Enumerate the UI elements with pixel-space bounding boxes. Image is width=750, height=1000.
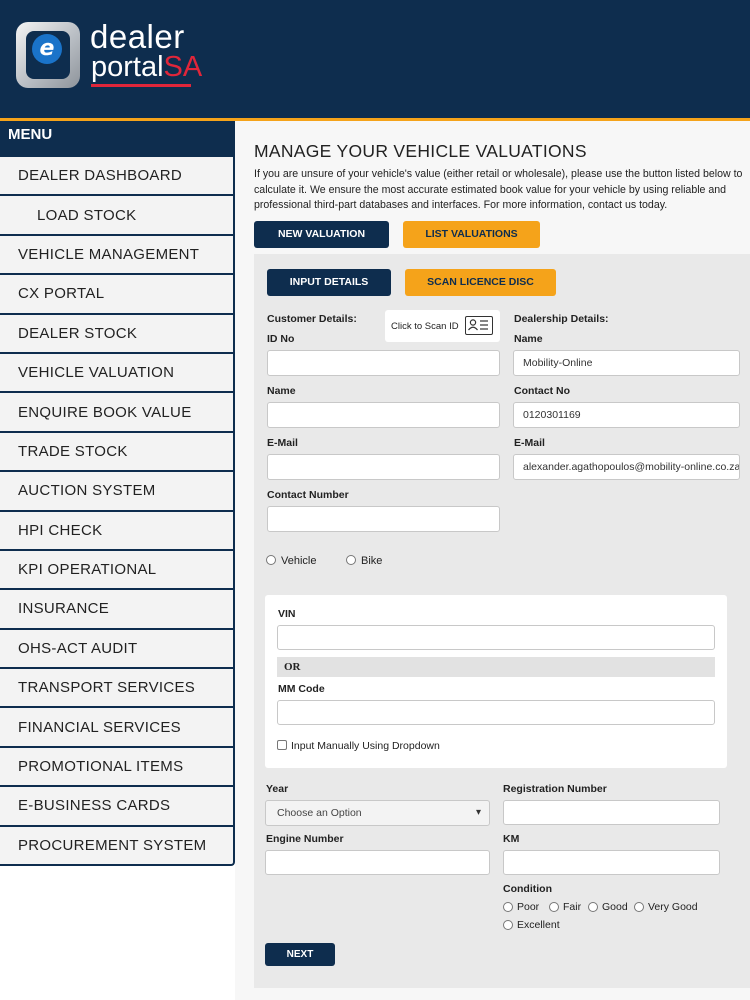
sidebar-item-load-stock[interactable]: LOAD STOCK (0, 196, 235, 235)
vehicle-radio[interactable] (266, 555, 276, 565)
intro-line-2: calculate it. We ensure the most accurate estimated book value for your vehicle by using reliable and (254, 183, 727, 196)
sidebar-item-auction-system[interactable]: AUCTION SYSTEM (0, 472, 235, 511)
condition-good-label: Good (602, 901, 628, 913)
logo-text-dealer: dealer (90, 18, 185, 55)
year-label: Year (266, 783, 289, 795)
sidebar-item-enquire-book-value[interactable]: ENQUIRE BOOK VALUE (0, 393, 235, 432)
intro-text (254, 167, 750, 214)
input-details-tab[interactable]: INPUT DETAILS (267, 269, 391, 296)
sidebar-item-promotional-items[interactable]: PROMOTIONAL ITEMS (0, 748, 235, 787)
vehicle-radio-label: Vehicle (281, 555, 317, 567)
or-label: OR (284, 661, 301, 673)
dealership-name-label: Name (514, 333, 543, 345)
logo-underline (91, 84, 191, 87)
intro-line-1: If you are unsure of your vehicle's value (either retail or wholesale), please use the button listed below to (254, 168, 743, 180)
registration-label: Registration Number (503, 783, 607, 795)
condition-fair-label: Fair (563, 901, 582, 913)
condition-excellent-radio[interactable] (503, 920, 513, 930)
logo-text-portal-main: portal (91, 51, 164, 83)
id-card-icon (465, 316, 493, 335)
condition-poor-radio[interactable] (503, 902, 513, 912)
year-select[interactable] (265, 800, 490, 826)
header (0, 0, 750, 118)
sidebar-item-insurance[interactable]: INSURANCE (0, 590, 235, 629)
sidebar-item-vehicle-management[interactable]: VEHICLE MANAGEMENT (0, 236, 235, 275)
sidebar-item-e-business-cards[interactable]: E-BUSINESS CARDS (0, 787, 235, 826)
bike-radio[interactable] (346, 555, 356, 565)
customer-contact-input[interactable] (267, 506, 500, 532)
sidebar-item-kpi-operational[interactable]: KPI OPERATIONAL (0, 551, 235, 590)
vin-input[interactable] (277, 625, 715, 650)
sidebar-item-dealer-dashboard[interactable]: DEALER DASHBOARD (0, 157, 235, 196)
condition-fair-radio[interactable] (549, 902, 559, 912)
dealership-name-input[interactable] (513, 350, 740, 376)
vin-label: VIN (278, 608, 296, 620)
condition-good-radio[interactable] (588, 902, 598, 912)
customer-name-label: Name (267, 385, 296, 397)
dealership-contact-input[interactable] (513, 402, 740, 428)
sidebar-item-hpi-check[interactable]: HPI CHECK (0, 512, 235, 551)
condition-very-good-label: Very Good (648, 901, 698, 913)
engine-number-input[interactable] (265, 850, 490, 875)
scan-id-label: Click to Scan ID (391, 320, 459, 332)
or-divider (277, 657, 715, 677)
sidebar-item-transport-services[interactable]: TRANSPORT SERVICES (0, 669, 235, 708)
condition-label: Condition (503, 883, 552, 895)
logo-icon[interactable] (16, 22, 80, 88)
condition-poor-label: Poor (517, 901, 540, 913)
condition-excellent-label: Excellent (517, 919, 560, 931)
new-valuation-button[interactable]: NEW VALUATION (254, 221, 389, 248)
scan-id-button[interactable] (385, 310, 500, 342)
customer-details-heading: Customer Details: (267, 313, 357, 325)
engine-number-label: Engine Number (266, 833, 344, 845)
manual-dropdown-checkbox[interactable] (277, 740, 287, 750)
id-no-input[interactable] (267, 350, 500, 376)
sidebar-item-dealer-stock[interactable]: DEALER STOCK (0, 315, 235, 354)
customer-name-input[interactable] (267, 402, 500, 428)
customer-email-label: E-Mail (267, 437, 298, 449)
manual-dropdown-label: Input Manually Using Dropdown (291, 740, 440, 752)
dealership-details-heading: Dealership Details: (514, 313, 609, 325)
logo-text-portal (91, 52, 202, 82)
customer-contact-label: Contact Number (267, 489, 349, 501)
sidebar-item-cx-portal[interactable]: CX PORTAL (0, 275, 235, 314)
sidebar-item-trade-stock[interactable]: TRADE STOCK (0, 433, 235, 472)
mm-code-label: MM Code (278, 683, 325, 695)
km-label: KM (503, 833, 520, 845)
sidebar-item-procurement-system[interactable]: PROCUREMENT SYSTEM (0, 827, 235, 866)
sidebar-item-financial-services[interactable]: FINANCIAL SERVICES (0, 708, 235, 747)
id-no-label: ID No (267, 333, 295, 345)
sidebar-item-ohs-act-audit[interactable]: OHS-ACT AUDIT (0, 630, 235, 669)
next-button[interactable]: NEXT (265, 943, 335, 966)
logo-letter: e (32, 34, 62, 64)
scan-licence-disc-tab[interactable]: SCAN LICENCE DISC (405, 269, 556, 296)
chevron-down-icon: ▾ (475, 807, 481, 818)
dealership-email-input[interactable] (513, 454, 740, 480)
dealership-contact-label: Contact No (514, 385, 570, 397)
menu-title: MENU (0, 121, 235, 157)
intro-line-3: professional third-part databases and interfaces. For more information, contact us today. (254, 199, 668, 212)
registration-input[interactable] (503, 800, 720, 825)
condition-very-good-radio[interactable] (634, 902, 644, 912)
mm-code-input[interactable] (277, 700, 715, 725)
km-input[interactable] (503, 850, 720, 875)
dealership-email-label: E-Mail (514, 437, 545, 449)
customer-email-input[interactable] (267, 454, 500, 480)
logo-text-sa: SA (163, 51, 203, 83)
bike-radio-label: Bike (361, 555, 383, 567)
page-title: MANAGE YOUR VEHICLE VALUATIONS (254, 141, 587, 161)
list-valuations-button[interactable]: LIST VALUATIONS (403, 221, 540, 248)
sidebar (0, 157, 235, 866)
sidebar-item-vehicle-valuation[interactable]: VEHICLE VALUATION (0, 354, 235, 393)
year-select-value: Choose an Option (277, 807, 362, 819)
